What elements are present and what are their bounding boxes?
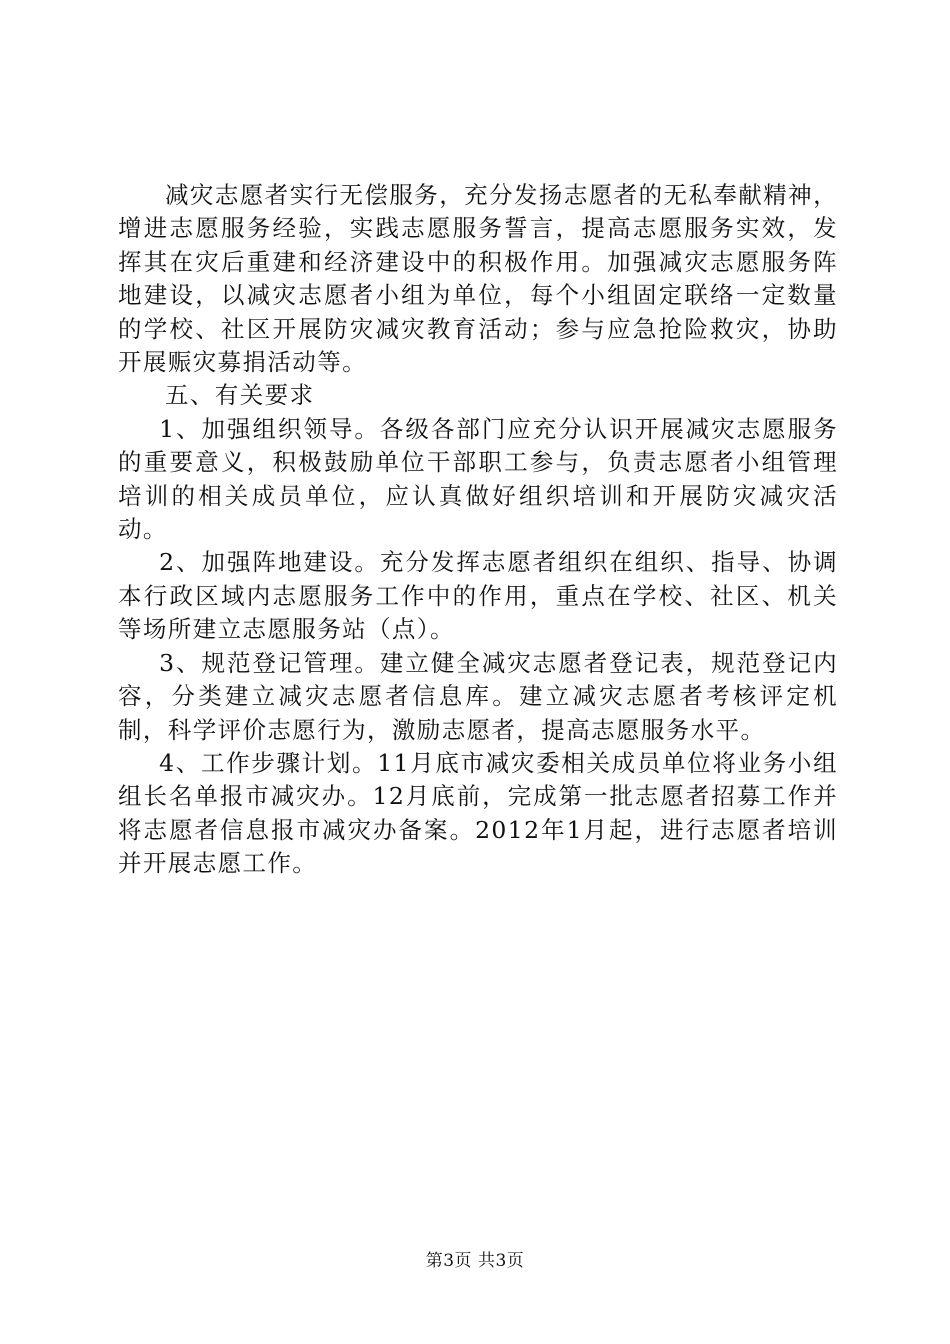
list-item-work-plan: 4、工作步骤计划。11月底市减灾委相关成员单位将业务小组组长名单报市减灾办。12月底前，完成第一批志愿者招募工作并将志愿者信息报市减灾办备案。2012年1月起，进行志愿者培训并开展志愿工作。	[118, 748, 838, 878]
list-item-organization-leadership: 1、加强组织领导。各级各部门应充分认识开展减灾志愿服务的重要意义，积极鼓励单位干部职工参与，负责志愿者小组管理培训的相关成员单位，应认真做好组织培训和开展防灾减灾活动。	[118, 414, 838, 544]
document-body	[118, 179, 838, 881]
page-number-footer: 第3页 共3页	[425, 1251, 525, 1271]
section-heading-requirements: 五、有关要求	[165, 381, 315, 410]
list-item-base-construction: 2、加强阵地建设。充分发挥志愿者组织在组织、指导、协调本行政区域内志愿服务工作中的作用，重点在学校、社区、机关等场所建立志愿服务站（点）。	[118, 548, 838, 644]
paragraph-volunteer-service: 减灾志愿者实行无偿服务，充分发扬志愿者的无私奉献精神，增进志愿服务经验，实践志愿服务誓言，提高志愿服务实效，发挥其在灾后重建和经济建设中的积极作用。加强减灾志愿服务阵地建设，以减灾志愿者小组为单位，每个小组固定联络一定数量的学校、社区开展防灾减灾教育活动；参与应急抢险救灾，协助开展赈灾募捐活动等。	[118, 181, 838, 377]
list-item-registration-management: 3、规范登记管理。建立健全减灾志愿者登记表，规范登记内容，分类建立减灾志愿者信息库。建立减灾志愿者考核评定机制，科学评价志愿行为，激励志愿者，提高志愿服务水平。	[118, 648, 838, 744]
